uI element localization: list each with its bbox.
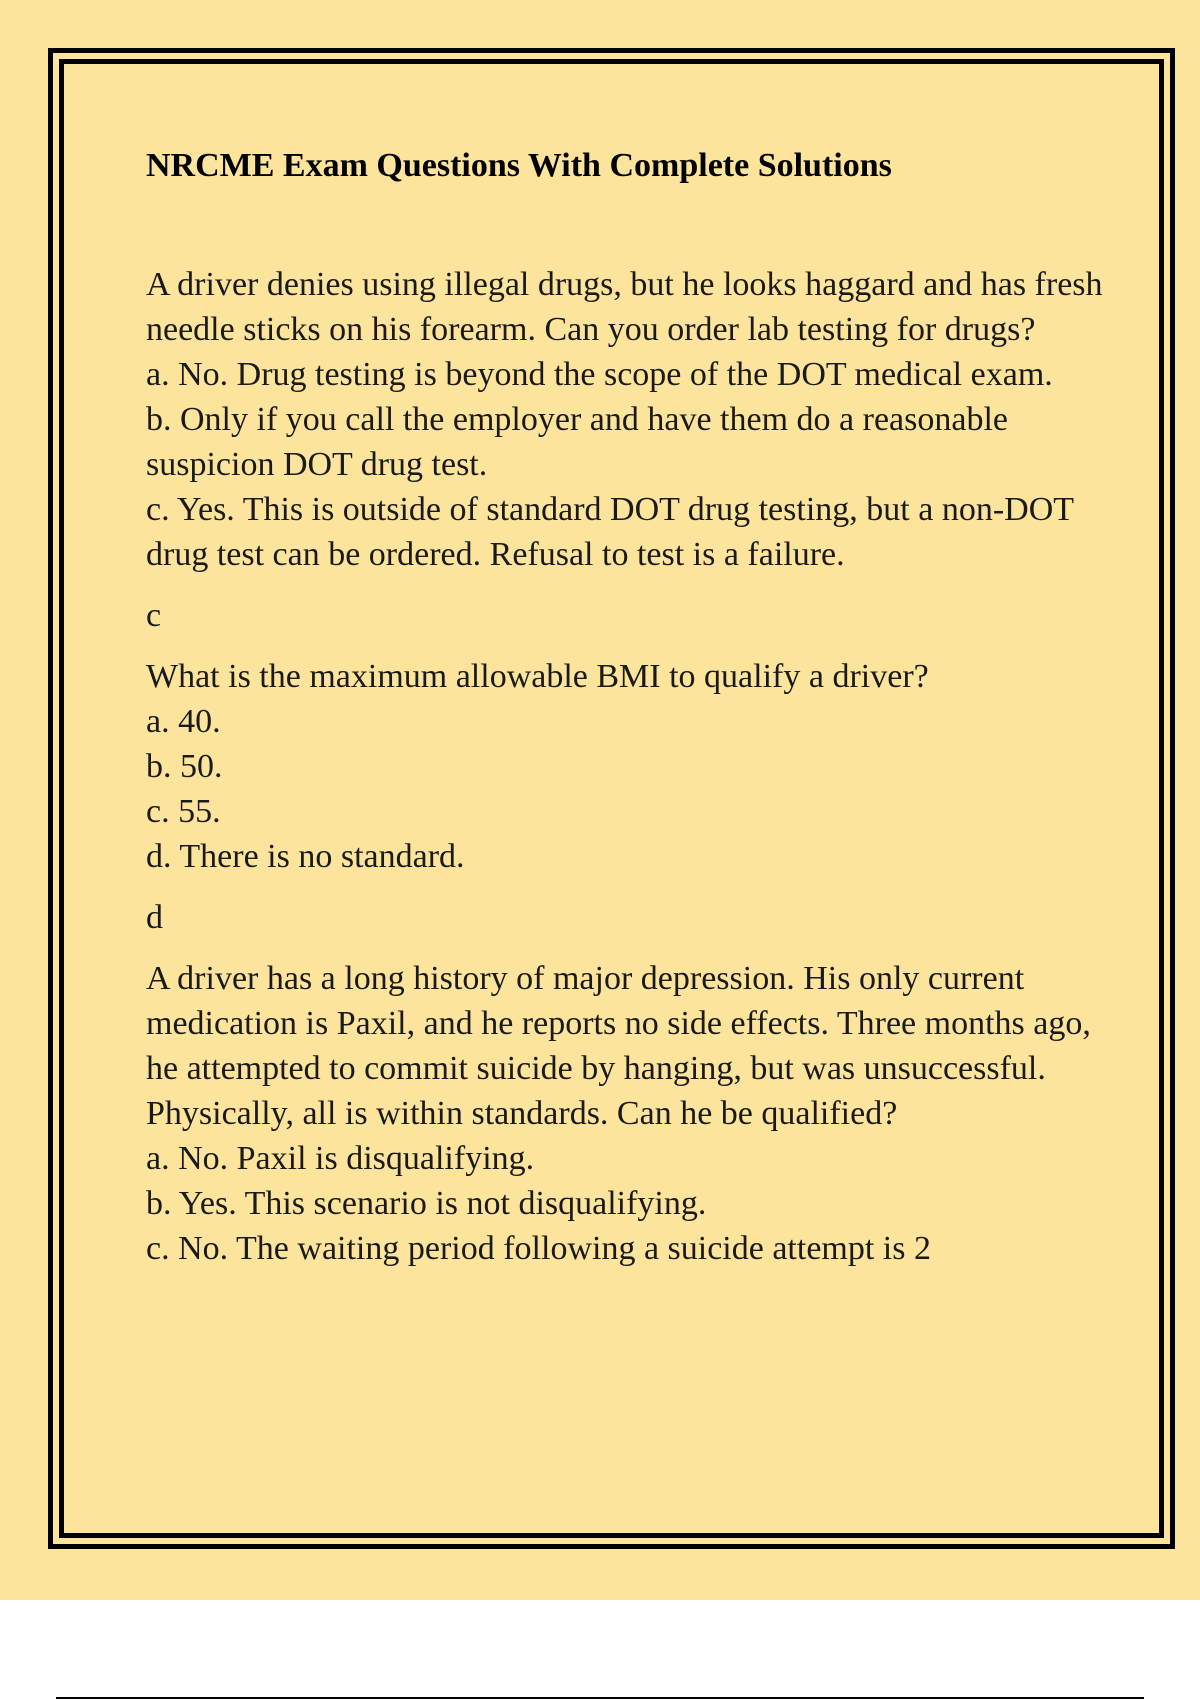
question-block-2 — [146, 654, 1106, 940]
answer-option: a. No. Drug testing is beyond the scope of the DOT medical exam. — [146, 356, 1053, 393]
question-block-3 — [146, 956, 1106, 1271]
document-title: NRCME Exam Questions With Complete Solutions — [146, 147, 892, 184]
answer-option: b. Yes. This scenario is not disqualifying. — [146, 1185, 707, 1222]
answer-option: b. Only if you call the employer and have them do a reasonable suspicion DOT drug test. — [146, 401, 1008, 483]
document-content — [146, 140, 1106, 1271]
footer-divider — [56, 1697, 1144, 1699]
correct-answer: c — [146, 597, 162, 634]
answer-option: a. No. Paxil is disqualifying. — [146, 1140, 535, 1177]
answer-option: a. 40. — [146, 703, 221, 740]
question-text: A driver denies using illegal drugs, but he looks haggard and has fresh needle sticks on his forearm. Can you order lab testing for drugs? — [146, 266, 1103, 348]
correct-answer: d — [146, 899, 163, 936]
answer-option: c. 55. — [146, 793, 221, 830]
question-text: What is the maximum allowable BMI to qualify a driver? — [146, 658, 929, 695]
question-text: A driver has a long history of major depression. His only current medication is Paxil, and he reports no side effects. Three months ago, he attempted to commit suicide by hanging, but was unsuccessful. Physically, all is within standards. Can he be qualified? — [146, 960, 1091, 1132]
answer-option: c. No. The waiting period following a suicide attempt is 2 — [146, 1230, 931, 1267]
answer-option: b. 50. — [146, 748, 223, 785]
answer-option: c. Yes. This is outside of standard DOT drug testing, but a non-DOT drug test can be ordered. Refusal to test is a failure. — [146, 491, 1074, 573]
answer-option: d. There is no standard. — [146, 838, 465, 875]
question-block-1 — [146, 262, 1106, 638]
